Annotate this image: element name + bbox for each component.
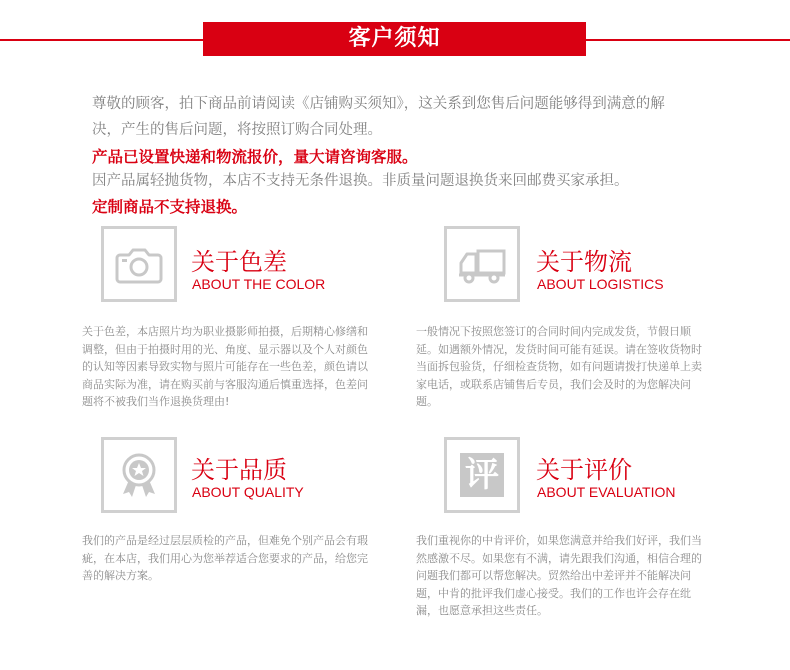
section-subtitle-logistics: ABOUT LOGISTICS (537, 276, 664, 292)
section-subtitle-color: ABOUT THE COLOR (192, 276, 326, 292)
evaluation-icon (444, 437, 520, 513)
section-title-logistics: 关于物流 (536, 248, 632, 276)
intro-line-3: 因产品属轻抛货物，本店不支持无条件退换。非质量问题退换货来回邮费买家承担。 (92, 173, 629, 189)
intro-red-notice-shipping: 产品已设置快递和物流报价，量大请咨询客服。 (92, 148, 418, 166)
section-subtitle-quality: ABOUT QUALITY (192, 484, 304, 500)
truck-icon (444, 226, 520, 302)
section-body-color: 关于色差，本店照片均为职业摄影师拍摄，后期精心修缮和调整，但由于拍摄时用的光、角度、显示器以及个人对颜色的认知等因素导致实物与照片可能存在一些色差，颜色请以商品实际为准，请在购买前与客服沟通后慎重选择，色差问题将不被我们当作退换货理由! (82, 325, 368, 409)
section-body-quality: 我们的产品是经过层层质检的产品，但难免个别产品会有瑕疵，在本店，我们用心为您举荐适合您要求的产品，给您完善的解决方案。 (82, 534, 368, 583)
intro-red-notice-custom: 定制商品不支持退换。 (92, 198, 248, 216)
section-subtitle-evaluation: ABOUT EVALUATION (537, 484, 676, 500)
evaluation-icon-char: 评 (465, 455, 499, 495)
intro-line-2: 决，产生的售后问题，将按照订购合同处理。 (92, 122, 382, 138)
section-body-logistics: 一般情况下按照您签订的合同时间内完成发货，节假日顺延。如遇额外情况，发货时间可能有延误。请在签收货物时当面拆包验货，仔细检查货物，如有问题请拨打快递单上卖家电话，或联系店铺售后专员，我们会及时的为您解决问题。 (416, 325, 702, 409)
section-title-quality: 关于品质 (191, 456, 287, 484)
section-body-evaluation: 我们重视你的中肯评价，如果您满意并给我们好评，我们当然感激不尽。如果您有不满，请先跟我们沟通，相信合理的问题我们都可以帮您解决。贸然给出中差评并不能解决问题，中肯的批评我们虚心接受。我们的工作也许会存在纰漏，也愿意承担这些责任。 (416, 534, 702, 618)
intro-line-1: 尊敬的顾客，拍下商品前请阅读《店铺购买须知》，这关系到您售后问题能够得到满意的解 (92, 96, 665, 112)
camera-icon (101, 226, 177, 302)
section-title-color: 关于色差 (191, 248, 287, 276)
section-title-evaluation: 关于评价 (536, 456, 632, 484)
page-title: 客户须知 (203, 22, 586, 56)
quality-badge-icon (101, 437, 177, 513)
